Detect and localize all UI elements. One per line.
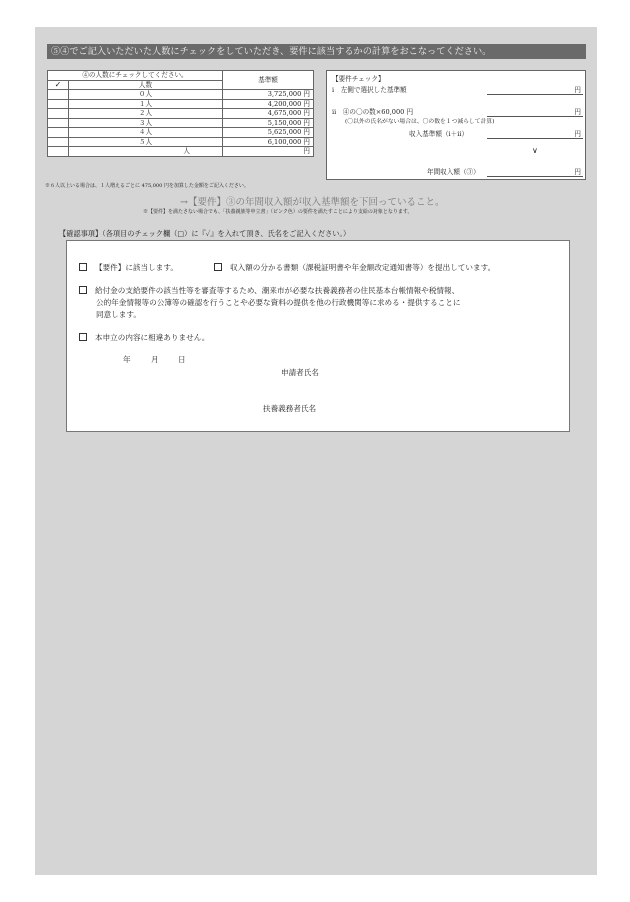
yen-label-annual: 円 (574, 168, 581, 176)
people-cell: ４人 (69, 128, 223, 138)
applicant-name-label: 申請者氏名 (281, 368, 319, 377)
income-standard-label: 収入基準額（ⅰ＋ⅱ） (409, 130, 469, 138)
check-cell[interactable] (48, 128, 69, 138)
table-row (48, 109, 314, 119)
compare-symbol: ∨ (532, 146, 538, 155)
table-row (48, 118, 314, 128)
checkbox-requirement[interactable] (79, 263, 87, 271)
field-line-std[interactable] (487, 138, 583, 139)
amount-cell-custom[interactable]: 円 (223, 147, 314, 157)
table-row (48, 137, 314, 147)
check-item-ii: ⅱ ④の〇の数×60,000 円 (332, 108, 414, 116)
check-mark-header: ✓ (48, 80, 69, 90)
requirement-check-panel (326, 70, 586, 180)
confirm-item-consent-line1: 給付金の支給要件の該当性等を審査等するため、潮来市が必要な扶養義務者の住民基本台帳情報や税情報、 (95, 286, 460, 295)
confirm-box (66, 240, 570, 432)
table-row (48, 90, 314, 100)
check-title: 【要件チェック】 (332, 75, 385, 83)
people-cell: ３人 (69, 118, 223, 128)
people-cell: １人 (69, 99, 223, 109)
checkbox-no-discrepancy[interactable] (79, 333, 87, 341)
check-item-i: ⅰ 左側で選択した基準額 (332, 86, 407, 94)
people-cell: ０人 (69, 90, 223, 100)
yen-label-std: 円 (574, 130, 581, 138)
amount-cell: 4,675,000 円 (223, 109, 314, 119)
confirm-item-income-document: 収入額の分かる書類（課税証明書や年金額改定通知書等）を提出しています。 (230, 263, 496, 272)
col-people-header: 人数 (69, 80, 223, 90)
date-year-label: 年 (123, 355, 131, 364)
section-header: ⑤④でご記入いただいた人数にチェックをしていただき、要件に該当するかの計算をおこなってください。 (47, 44, 586, 59)
amount-cell: 3,725,000 円 (223, 90, 314, 100)
confirm-item-requirement: 【要件】に該当します。 (95, 263, 178, 272)
check-cell[interactable] (48, 109, 69, 119)
date-day-label: 日 (178, 355, 186, 364)
field-line-i[interactable] (487, 94, 583, 95)
confirm-title: 【確認事項】（各項目のチェック欄（□）に『✓』を入れて頂き、氏名をご記入ください。） (59, 229, 351, 238)
confirm-item-consent-line2: 公的年金情報等の公簿等の確認を行うことや必要な資料の提供を他の行政機関等に求める・提供することに (96, 298, 461, 307)
confirm-item-no-discrepancy: 本申立の内容に相違ありません。 (95, 333, 210, 342)
check-ii-note: (〇以外の氏名がない場合は、〇の数を１つ減らして計算) (345, 119, 495, 125)
table-row (48, 147, 314, 157)
amount-cell: 5,625,000 円 (223, 128, 314, 138)
check-cell[interactable] (48, 99, 69, 109)
checkbox-income-document[interactable] (214, 263, 222, 271)
amount-cell: 6,100,000 円 (223, 137, 314, 147)
field-line-annual[interactable] (487, 176, 583, 177)
confirm-item-consent-line3: 同意します。 (96, 310, 141, 319)
people-cell: ５人 (69, 137, 223, 147)
amount-cell: 4,200,000 円 (223, 99, 314, 109)
date-month-label: 月 (151, 355, 159, 364)
table-note: ※６人以上いる場合は、１人増えるごとに 475,000 円を加算した金額をご記入ください。 (45, 183, 249, 189)
check-cell[interactable] (48, 118, 69, 128)
col-amount-header: 基準額 (223, 71, 314, 90)
check-cell[interactable] (48, 137, 69, 147)
check-cell[interactable] (48, 90, 69, 100)
table-row (48, 99, 314, 109)
yen-label-ii: 円 (574, 108, 581, 116)
checkbox-consent[interactable] (79, 286, 87, 294)
field-line-ii[interactable] (487, 116, 583, 117)
yen-label-i: 円 (574, 86, 581, 94)
supporter-name-label: 扶養義務者氏名 (263, 404, 317, 413)
people-cell: ２人 (69, 109, 223, 119)
standard-amount-table (47, 70, 314, 157)
check-cell[interactable] (48, 147, 69, 157)
annual-income-label: 年間収入額（③） (427, 168, 480, 176)
table-caption: ④の人数にチェックしてください。 (48, 71, 223, 81)
people-cell-custom[interactable]: 人 (69, 147, 223, 157)
requirement-text: →【要件】③の年間収入額が収入基準額を下回っていること。 (180, 197, 445, 208)
table-row (48, 128, 314, 138)
requirement-note: ※【要件】を満たさない場合でも、「扶養親族等申立書」（ピンク色）の要件を満たすことにより支給の対象となります。 (143, 209, 413, 215)
form-sheet (35, 27, 597, 875)
amount-cell: 5,150,000 円 (223, 118, 314, 128)
